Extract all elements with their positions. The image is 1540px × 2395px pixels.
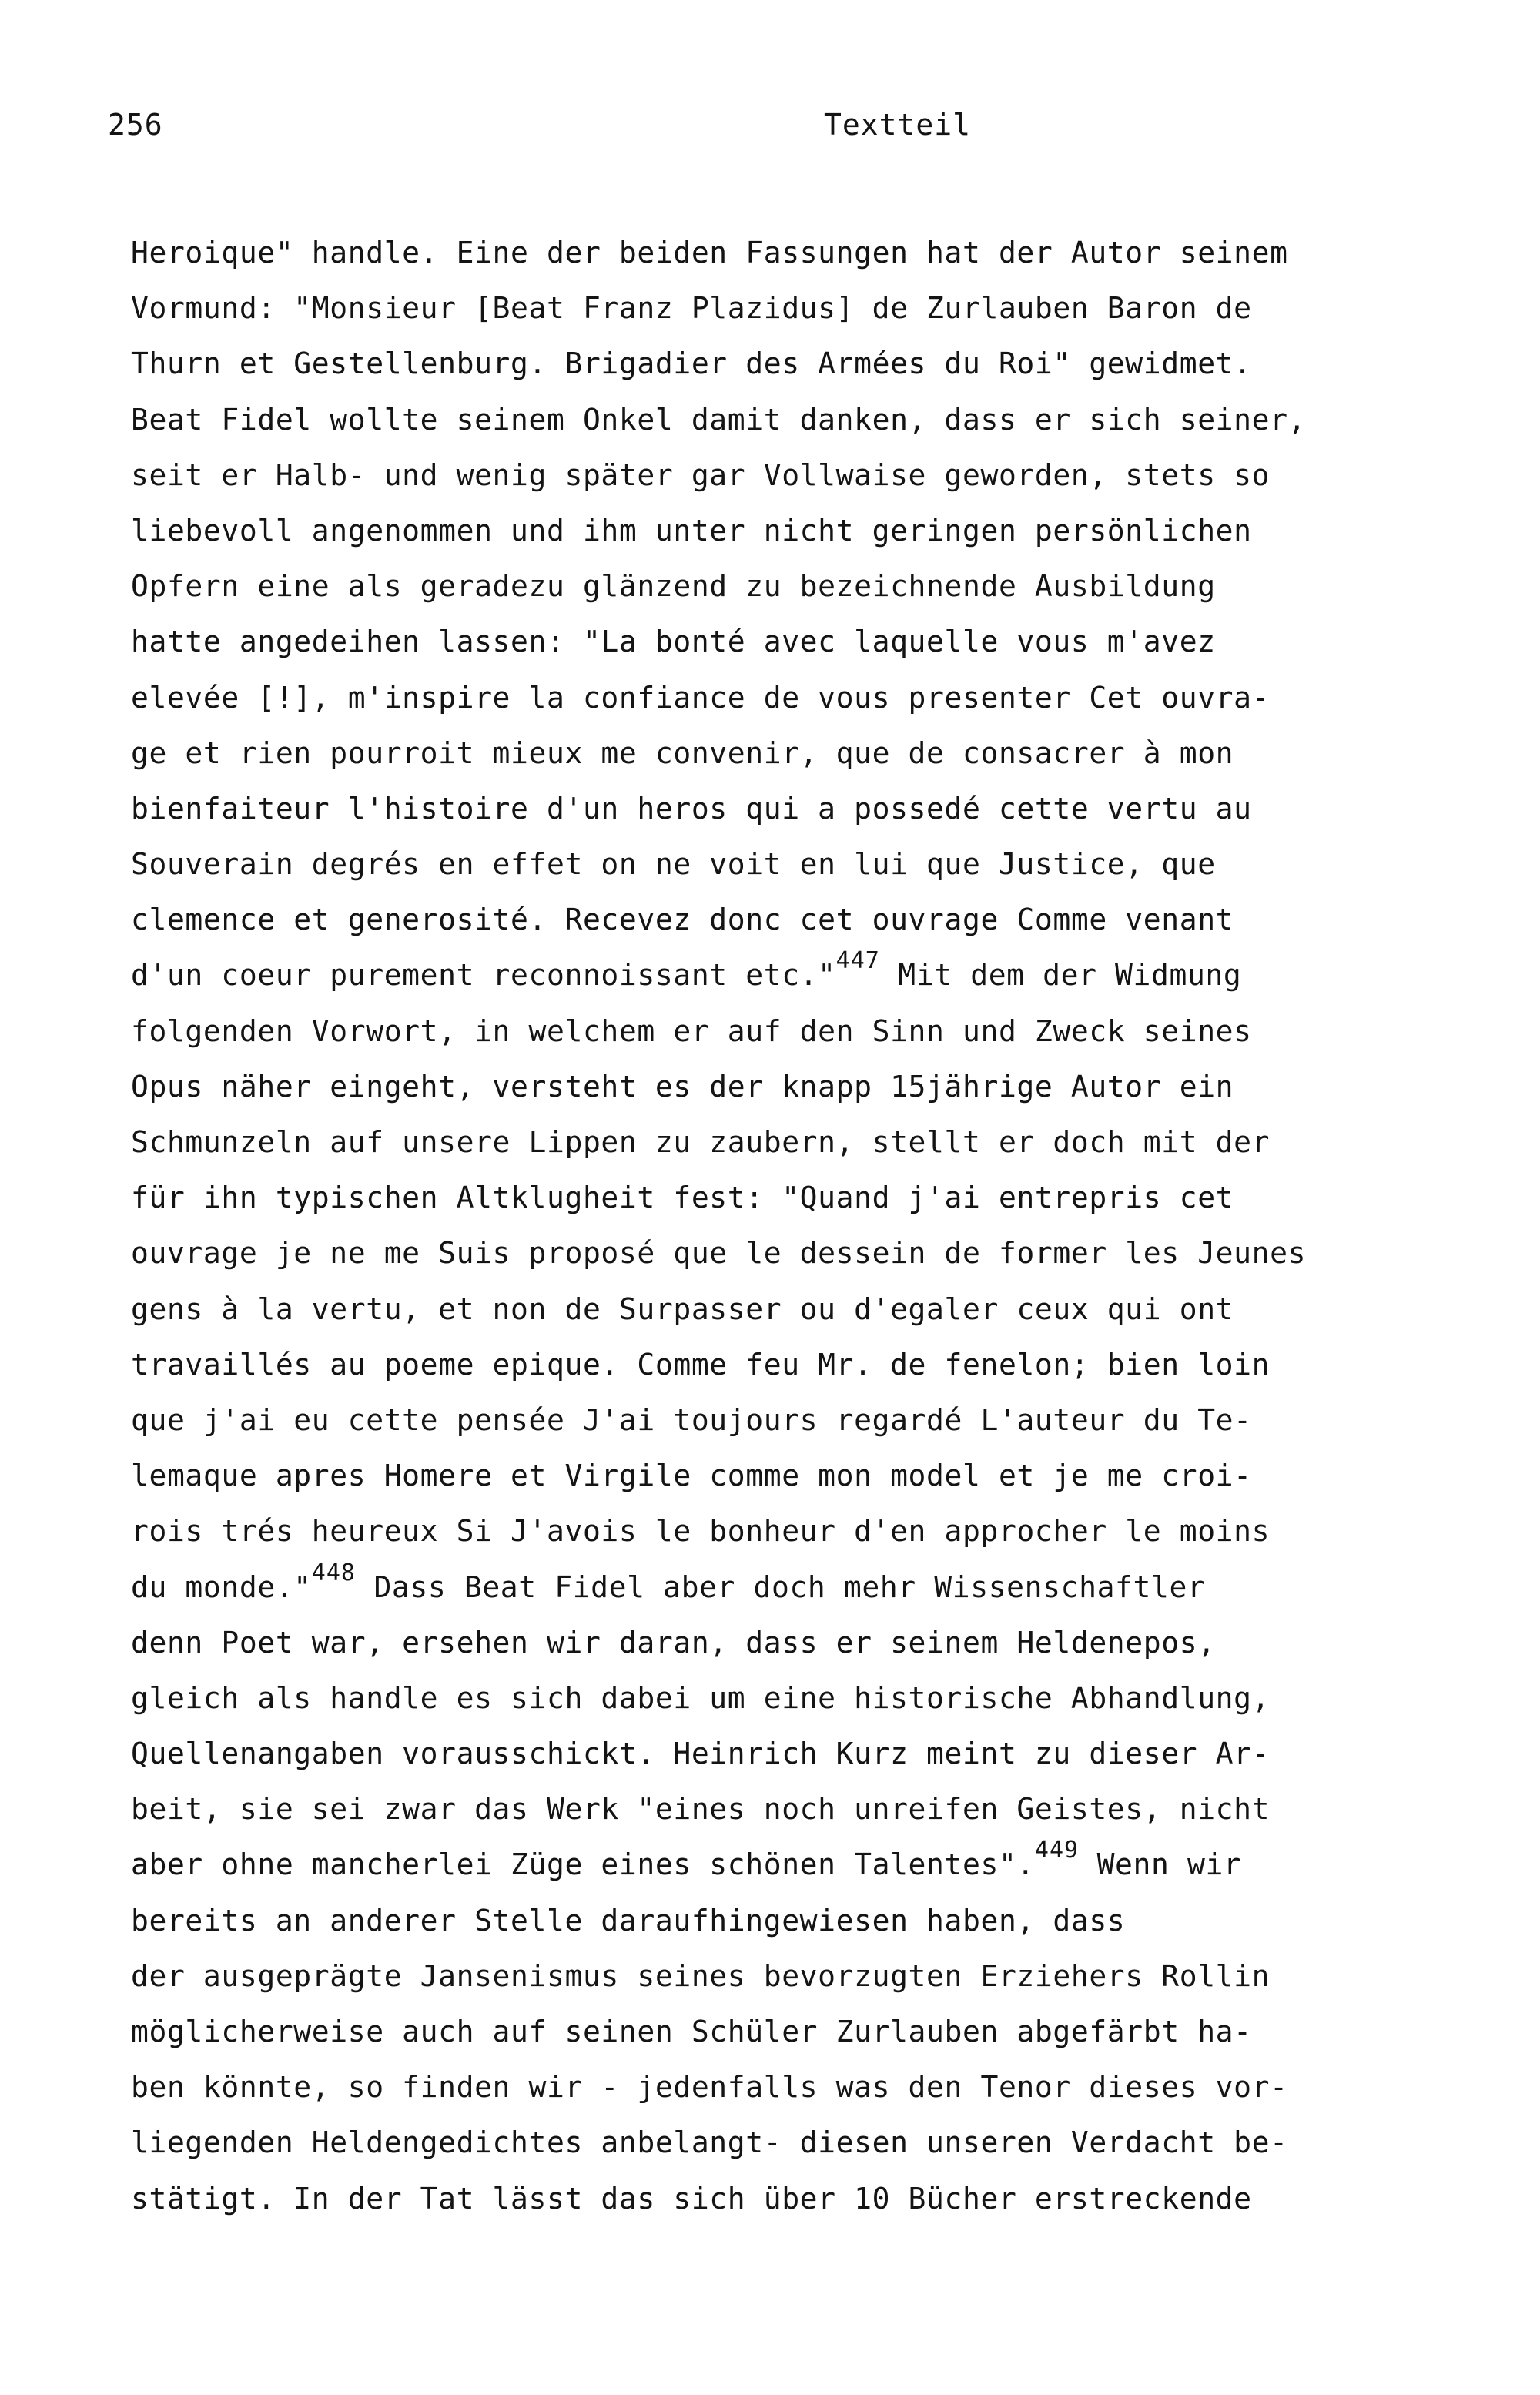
line-text: bereits an anderer Stelle daraufhingewiesen haben, dass <box>131 1903 1126 1938</box>
page-number: 256 <box>108 108 163 142</box>
text-line <box>131 1837 1509 1892</box>
line-text: d'un coeur purement reconnoissant etc." <box>131 958 836 993</box>
line-text: beit, sie sei zwar das Werk "eines noch unreifen Geistes, nicht <box>131 1792 1270 1827</box>
text-line <box>131 1670 1509 1726</box>
line-text-continuation: Wenn wir <box>1079 1847 1242 1882</box>
text-line <box>131 1281 1509 1337</box>
line-text: ben könnte, so finden wir - jedenfalls was den Tenor dieses vor- <box>131 2070 1288 2105</box>
line-text: Thurn et Gestellenburg. Brigadier des Armées du Roi" gewidmet. <box>131 347 1252 381</box>
text-line <box>131 558 1509 614</box>
text-line <box>131 1059 1509 1114</box>
line-text: Vormund: "Monsieur [Beat Franz Plazidus] de Zurlauben Baron de <box>131 291 1252 326</box>
text-line <box>131 1948 1509 2004</box>
text-line <box>131 1114 1509 1170</box>
text-line <box>131 781 1509 836</box>
text-line <box>131 2171 1509 2226</box>
text-line <box>131 280 1509 336</box>
line-text: lemaque apres Homere et Virgile comme mon model et je me croi- <box>131 1459 1252 1493</box>
text-line <box>131 1726 1509 1781</box>
line-text: bienfaiteur l'histoire d'un heros qui a possedé cette vertu au <box>131 791 1252 826</box>
line-text: liegenden Heldengedichtes anbelangt- diesen unseren Verdacht be- <box>131 2125 1288 2160</box>
line-text: seit er Halb- und wenig später gar Vollwaise geworden, stets so <box>131 457 1270 492</box>
line-text: Opfern eine als geradezu glänzend zu bezeichnende Ausbildung <box>131 569 1216 604</box>
text-line <box>131 1392 1509 1448</box>
line-text: der ausgeprägte Jansenismus seines bevorzugten Erziehers Rollin <box>131 1958 1270 1993</box>
text-line <box>131 1559 1509 1615</box>
running-head: Textteil <box>824 108 972 142</box>
line-text: Souverain degrés en effet on ne voit en lui que Justice, que <box>131 847 1216 882</box>
line-text: Heroique" handle. Eine der beiden Fassungen hat der Autor seinem <box>131 236 1288 270</box>
line-text: möglicherweise auch auf seinen Schüler Zurlauben abgefärbt ha- <box>131 2015 1252 2048</box>
text-line <box>131 1503 1509 1559</box>
footnote-marker: 448 <box>311 1559 356 1586</box>
line-text: hatte angedeihen lassen: "La bonté avec laquelle vous m'avez <box>131 625 1216 659</box>
line-text: denn Poet war, ersehen wir daran, dass er seinem Heldenepos, <box>131 1625 1216 1660</box>
text-line <box>131 503 1509 558</box>
line-text: ouvrage je ne me Suis proposé que le dessein de former les Jeunes <box>131 1236 1307 1271</box>
text-line <box>131 225 1509 280</box>
text-line <box>131 1170 1509 1225</box>
line-text: gleich als handle es sich dabei um eine historische Abhandlung, <box>131 1680 1270 1715</box>
line-text-continuation: Dass Beat Fidel aber doch mehr Wissenschaftler <box>355 1569 1206 1604</box>
line-text: gens à la vertu, et non de Surpasser ou d'egaler ceux qui ont <box>131 1291 1234 1326</box>
line-text: Beat Fidel wollte seinem Onkel damit danken, dass er sich seiner, <box>131 402 1307 437</box>
text-line <box>131 725 1509 781</box>
line-text: aber ohne mancherlei Züge eines schönen Talentes". <box>131 1847 1035 1882</box>
footnote-marker: 447 <box>835 947 880 975</box>
line-text: travaillés au poeme epique. Comme feu Mr. de fenelon; bien loin <box>131 1347 1270 1382</box>
line-text: Schmunzeln auf unsere Lippen zu zaubern, stellt er doch mit der <box>131 1125 1270 1159</box>
text-line <box>131 1781 1509 1837</box>
line-text: rois trés heureux Si J'avois le bonheur d'en approcher le moins <box>131 1514 1270 1549</box>
line-text: du monde." <box>131 1569 312 1604</box>
text-line <box>131 392 1509 447</box>
page-header <box>108 108 1432 154</box>
line-text: Opus näher eingeht, versteht es der knapp 15jährige Autor ein <box>131 1069 1234 1104</box>
text-line <box>131 1448 1509 1503</box>
line-text: folgenden Vorwort, in welchem er auf den Sinn und Zweck seines <box>131 1013 1252 1048</box>
text-line <box>131 614 1509 669</box>
line-text: ge et rien pourroit mieux me convenir, que de consacrer à mon <box>131 735 1234 770</box>
line-text: liebevoll angenommen und ihm unter nicht geringen persönlichen <box>131 513 1252 548</box>
text-line <box>131 447 1509 503</box>
text-line <box>131 836 1509 892</box>
body-text <box>131 225 1509 2226</box>
line-text: Quellenangaben vorausschickt. Heinrich Kurz meint zu dieser Ar- <box>131 1737 1270 1771</box>
text-line <box>131 2059 1509 2115</box>
text-line <box>131 1337 1509 1392</box>
line-text: stätigt. In der Tat lässt das sich über 10 Bücher erstreckende <box>131 2181 1252 2216</box>
footnote-marker: 449 <box>1034 1837 1080 1864</box>
line-text: que j'ai eu cette pensée J'ai toujours regardé L'auteur du Te- <box>131 1402 1252 1437</box>
text-line <box>131 947 1509 1003</box>
text-line <box>131 1225 1509 1281</box>
text-line <box>131 1003 1509 1059</box>
text-line <box>131 336 1509 391</box>
text-line <box>131 670 1509 725</box>
line-text: clemence et generosité. Recevez donc cet ouvrage Comme venant <box>131 903 1234 937</box>
line-text: elevée [!], m'inspire la confiance de vous presenter Cet ouvra- <box>131 680 1270 715</box>
text-line <box>131 2115 1509 2170</box>
text-line <box>131 892 1509 947</box>
text-line <box>131 1893 1509 1948</box>
line-text-continuation: Mit dem der Widmung <box>879 958 1242 993</box>
text-line <box>131 1615 1509 1670</box>
line-text: für ihn typischen Altklugheit fest: "Quand j'ai entrepris cet <box>131 1181 1234 1215</box>
text-line <box>131 2004 1509 2059</box>
